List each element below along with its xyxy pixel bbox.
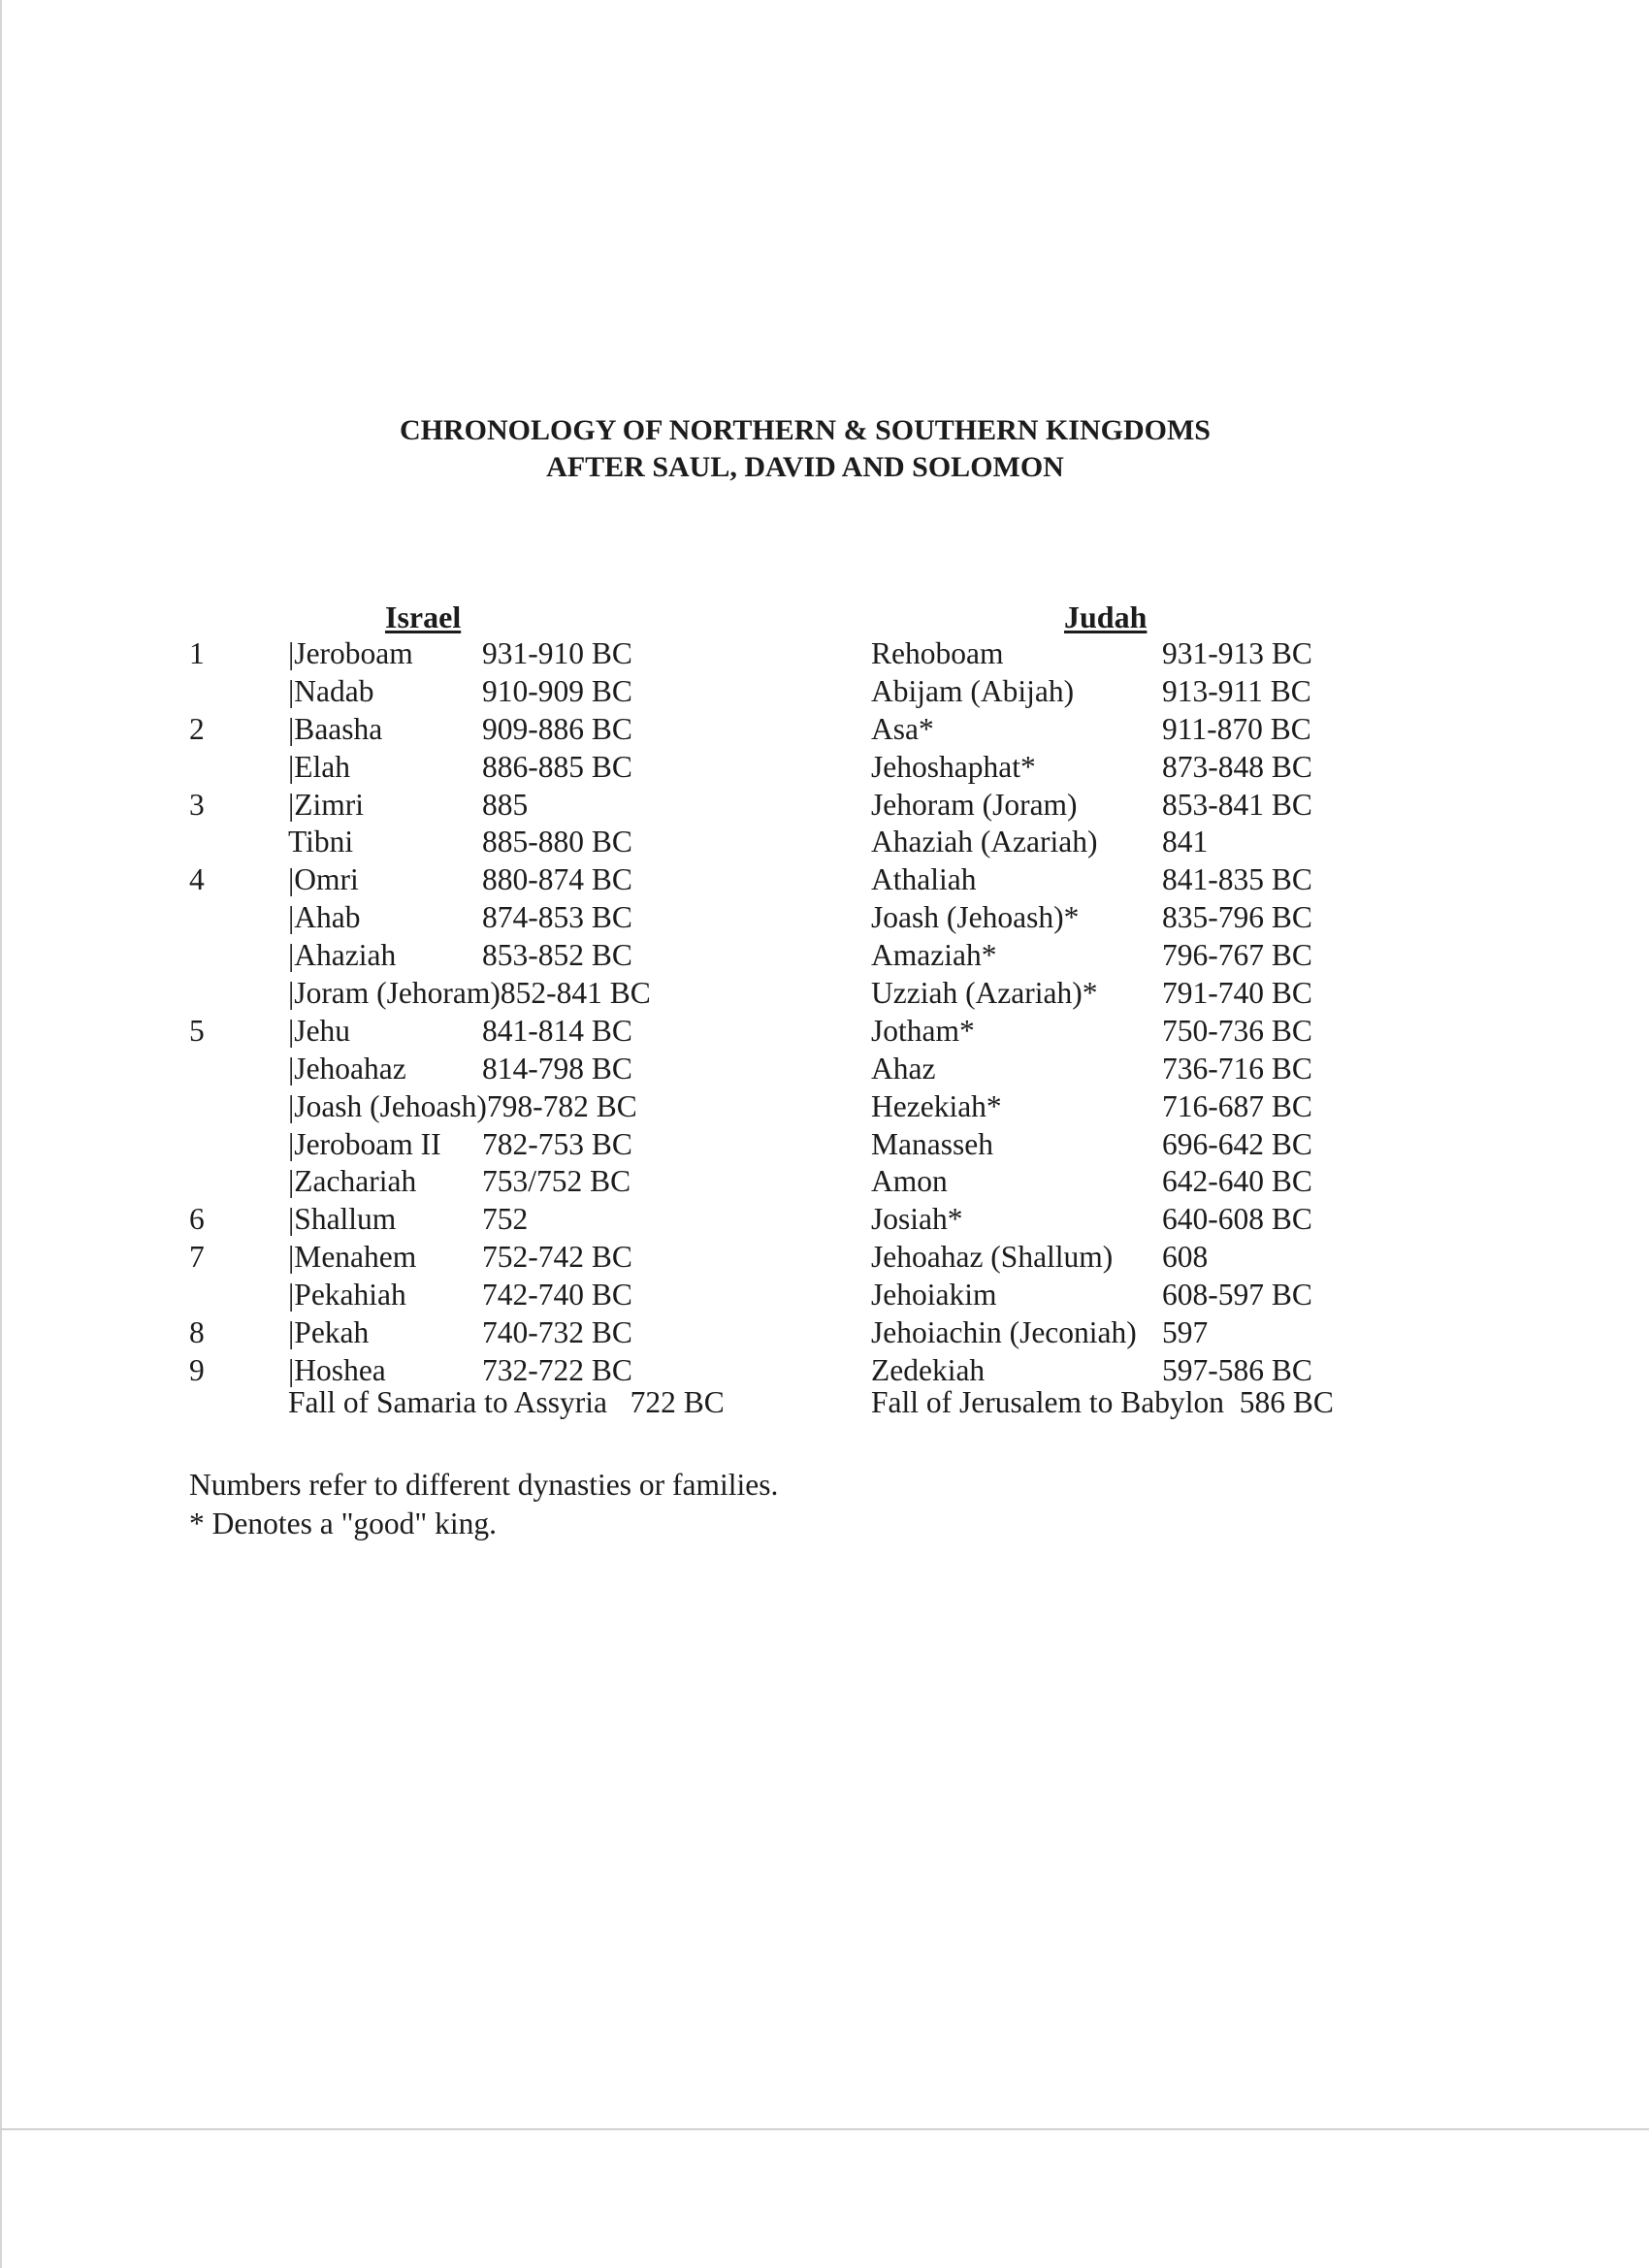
israel-row bbox=[189, 1088, 810, 1126]
king-name: |Omri bbox=[288, 862, 359, 897]
reign-dates: 740-732 BC bbox=[482, 1315, 632, 1350]
king-name: |Ahab bbox=[288, 900, 361, 935]
reign-dates: 909-886 BC bbox=[482, 711, 632, 746]
reign-dates: 853-841 BC bbox=[1162, 787, 1312, 822]
judah-row bbox=[871, 937, 1569, 975]
king-name: Joash (Jehoash)* bbox=[871, 900, 1080, 935]
judah-row bbox=[871, 711, 1569, 749]
israel-row bbox=[189, 1013, 810, 1051]
judah-fall-note: Fall of Jerusalem to Babylon 586 BC bbox=[871, 1385, 1334, 1419]
reign-dates: 752-742 BC bbox=[482, 1240, 632, 1275]
reign-dates: 736-716 BC bbox=[1162, 1051, 1312, 1085]
reign-dates: 642-640 BC bbox=[1162, 1164, 1312, 1199]
king-name: Jehoshaphat* bbox=[871, 749, 1036, 784]
israel-row bbox=[189, 711, 810, 749]
king-name: |Pekahiah bbox=[288, 1278, 406, 1312]
king-name: Athaliah bbox=[871, 862, 977, 897]
king-name: Manasseh bbox=[871, 1126, 993, 1161]
judah-row bbox=[871, 824, 1569, 861]
page-title-line-2: AFTER SAUL, DAVID AND SOLOMON bbox=[546, 451, 1064, 483]
dynasty-number: 9 bbox=[189, 1352, 205, 1387]
king-name: |Jeroboam bbox=[288, 636, 413, 670]
dynasty-number: 8 bbox=[189, 1315, 205, 1350]
king-name: Rehoboam bbox=[871, 636, 1004, 670]
israel-row bbox=[189, 1201, 810, 1239]
judah-row bbox=[871, 1239, 1569, 1277]
israel-row bbox=[189, 937, 810, 975]
israel-row bbox=[189, 1277, 810, 1314]
reign-dates: 796-767 BC bbox=[1162, 938, 1312, 973]
page-edge bbox=[0, 0, 2, 2268]
judah-row bbox=[871, 1051, 1569, 1088]
reign-dates: 913-911 BC bbox=[1162, 673, 1311, 708]
page-title-line-1: CHRONOLOGY OF NORTHERN & SOUTHERN KINGDOMS bbox=[400, 414, 1211, 446]
reign-dates: 753/752 BC bbox=[482, 1164, 631, 1199]
king-name: |Jeroboam II bbox=[288, 1126, 441, 1161]
king-name: Jehoiakim bbox=[871, 1278, 997, 1312]
reign-dates: 874-853 BC bbox=[482, 900, 632, 935]
reign-dates: 880-874 BC bbox=[482, 862, 632, 897]
judah-header: Judah bbox=[1064, 599, 1148, 634]
king-name: |Zachariah bbox=[288, 1164, 417, 1199]
israel-row bbox=[189, 899, 810, 937]
dynasty-number: 3 bbox=[189, 787, 205, 822]
israel-row bbox=[189, 635, 810, 673]
king-name: Ahaz bbox=[871, 1051, 936, 1085]
judah-row bbox=[871, 1314, 1569, 1352]
israel-row bbox=[189, 673, 810, 711]
reign-dates: 910-909 BC bbox=[482, 673, 632, 708]
king-name: Asa* bbox=[871, 711, 934, 746]
king-name: |Menahem bbox=[288, 1240, 417, 1275]
reign-dates: 885-880 BC bbox=[482, 825, 632, 859]
reign-dates: 640-608 BC bbox=[1162, 1202, 1312, 1237]
reign-dates: 608 bbox=[1162, 1240, 1209, 1275]
king-name: Ahaziah (Azariah) bbox=[871, 825, 1098, 859]
reign-dates: 835-796 BC bbox=[1162, 900, 1312, 935]
israel-row bbox=[189, 1051, 810, 1088]
reign-dates: 885 bbox=[482, 787, 529, 822]
reign-dates: 886-885 BC bbox=[482, 749, 632, 784]
reign-dates: 608-597 BC bbox=[1162, 1278, 1312, 1312]
judah-row bbox=[871, 975, 1569, 1013]
israel-row bbox=[189, 975, 810, 1013]
king-name: Jehoiachin (Jeconiah) bbox=[871, 1315, 1137, 1350]
footnotes bbox=[189, 1466, 778, 1543]
reign-dates: 716-687 BC bbox=[1162, 1088, 1312, 1123]
judah-row bbox=[871, 787, 1569, 825]
israel-row bbox=[189, 1163, 810, 1201]
israel-row bbox=[189, 749, 810, 787]
king-name: |Pekah bbox=[288, 1315, 370, 1350]
reign-dates: 931-910 BC bbox=[482, 636, 632, 670]
king-name: Zedekiah bbox=[871, 1352, 986, 1387]
reign-dates: 782-753 BC bbox=[482, 1126, 632, 1161]
reign-dates: 911-870 BC bbox=[1162, 711, 1311, 746]
judah-row bbox=[871, 1163, 1569, 1201]
judah-row bbox=[871, 1277, 1569, 1314]
dynasty-number: 7 bbox=[189, 1240, 205, 1275]
dynasty-number: 2 bbox=[189, 711, 205, 746]
dynasty-number: 6 bbox=[189, 1202, 205, 1237]
israel-header: Israel bbox=[385, 599, 462, 634]
israel-fall-note: Fall of Samaria to Assyria 722 BC bbox=[288, 1385, 725, 1419]
king-name: Abijam (Abijah) bbox=[871, 673, 1075, 708]
king-name: Amaziah* bbox=[871, 938, 997, 973]
reign-dates: 597-586 BC bbox=[1162, 1352, 1312, 1387]
king-name: Uzziah (Azariah)* bbox=[871, 976, 1098, 1011]
reign-dates: 597 bbox=[1162, 1315, 1209, 1350]
king-name: |Shallum bbox=[288, 1202, 397, 1237]
israel-row bbox=[189, 787, 810, 825]
king-name: |Baasha bbox=[288, 711, 383, 746]
judah-row bbox=[871, 635, 1569, 673]
reign-dates: 841 bbox=[1162, 825, 1209, 859]
judah-row bbox=[871, 861, 1569, 899]
king-name: Amon bbox=[871, 1164, 948, 1199]
israel-row bbox=[189, 824, 810, 861]
king-name: Jotham* bbox=[871, 1013, 975, 1048]
footnote-good-king: * Denotes a "good" king. bbox=[189, 1507, 498, 1540]
reign-dates: 696-642 BC bbox=[1162, 1126, 1312, 1161]
king-name: Tibni bbox=[288, 825, 354, 859]
king-name: |Elah bbox=[288, 749, 351, 784]
israel-row bbox=[189, 1314, 810, 1352]
dynasty-number: 4 bbox=[189, 862, 205, 897]
reign-dates: 873-848 BC bbox=[1162, 749, 1312, 784]
reign-dates: 742-740 BC bbox=[482, 1278, 632, 1312]
king-name: |Zimri bbox=[288, 787, 365, 822]
israel-row bbox=[189, 861, 810, 899]
king-name: |Nadab bbox=[288, 673, 374, 708]
judah-row bbox=[871, 1013, 1569, 1051]
dynasty-number: 5 bbox=[189, 1013, 205, 1048]
judah-row bbox=[871, 673, 1569, 711]
king-name: |Joram (Jehoram)852-841 BC bbox=[288, 976, 651, 1011]
judah-row bbox=[871, 1088, 1569, 1126]
king-name: |Jehu bbox=[288, 1013, 351, 1048]
king-name: |Hoshea bbox=[288, 1352, 386, 1387]
reign-dates: 814-798 BC bbox=[482, 1051, 632, 1085]
king-name: |Ahaziah bbox=[288, 938, 397, 973]
reign-dates: 841-814 BC bbox=[482, 1013, 632, 1048]
israel-row bbox=[189, 1126, 810, 1164]
judah-row bbox=[871, 749, 1569, 787]
reign-dates: 853-852 BC bbox=[482, 938, 632, 973]
king-name: |Jehoahaz bbox=[288, 1051, 406, 1085]
reign-dates: 732-722 BC bbox=[482, 1352, 632, 1387]
dynasty-number: 1 bbox=[189, 636, 205, 670]
reign-dates: 750-736 BC bbox=[1162, 1013, 1312, 1048]
israel-kings-list bbox=[189, 635, 810, 1390]
king-name: Jehoahaz (Shallum) bbox=[871, 1240, 1114, 1275]
king-name: Jehoram (Joram) bbox=[871, 787, 1078, 822]
judah-row bbox=[871, 1126, 1569, 1164]
reign-dates: 752 bbox=[482, 1202, 529, 1237]
king-name: Josiah* bbox=[871, 1202, 963, 1237]
king-name: Hezekiah* bbox=[871, 1088, 1002, 1123]
israel-row bbox=[189, 1239, 810, 1277]
page-fold-line bbox=[0, 2128, 1649, 2130]
reign-dates: 791-740 BC bbox=[1162, 976, 1312, 1011]
footnote-dynasties: Numbers refer to different dynasties or families. bbox=[189, 1468, 779, 1502]
reign-dates: 931-913 BC bbox=[1162, 636, 1312, 670]
judah-kings-list bbox=[871, 635, 1569, 1390]
judah-row bbox=[871, 1201, 1569, 1239]
reign-dates: 841-835 BC bbox=[1162, 862, 1312, 897]
judah-row bbox=[871, 899, 1569, 937]
king-name: |Joash (Jehoash)798-782 BC bbox=[288, 1088, 637, 1123]
